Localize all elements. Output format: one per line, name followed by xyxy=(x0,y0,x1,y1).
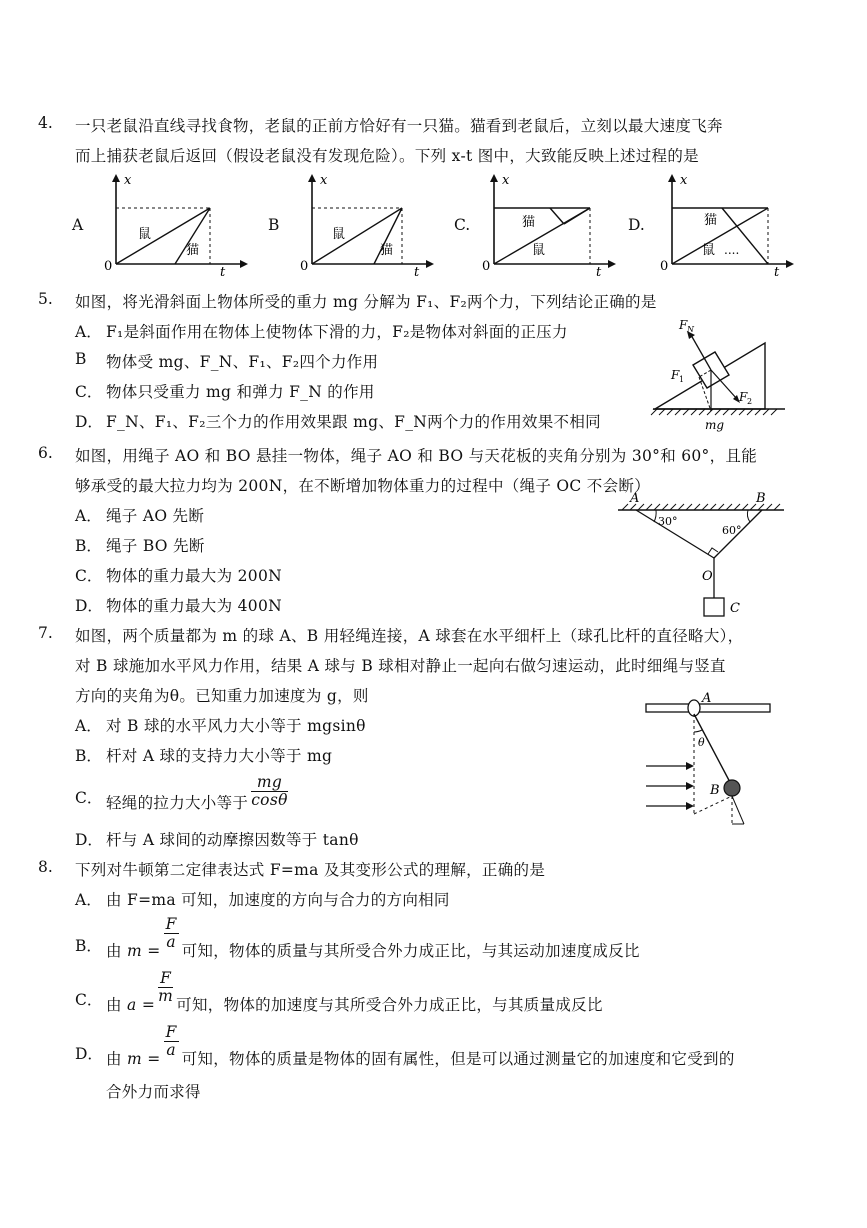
q5-option-c-letter: C． xyxy=(75,383,103,401)
q8-option-d-fraction xyxy=(164,1024,179,1059)
q4b-axis-x: x xyxy=(320,173,328,188)
q8-option-b-pre: 由 xyxy=(106,941,122,960)
q7-stem-line2: 对 B 球施加水平风力作用，结果 A 球与 B 球相对静止一起向右做匀速运动，此时细绳与竖直 xyxy=(75,657,726,675)
q5-option-c-text: 物体只受重力 mg 和弹力 F_N 的作用 xyxy=(106,383,375,401)
q8-option-c-fraction xyxy=(158,970,173,1005)
q7-fig-theta: θ xyxy=(698,736,705,749)
q5-fig-fn: F xyxy=(679,318,688,332)
q8-option-c-letter: C． xyxy=(75,991,103,1009)
q8-stem: 下列对牛顿第二定律表达式 F=ma 及其变形公式的理解，正确的是 xyxy=(75,861,546,879)
q4-graph-b xyxy=(296,172,446,278)
q6-stem-line2: 够承受的最大拉力均为 200N，在不断增加物体重力的过程中（绳子 OC 不会断） xyxy=(75,477,650,495)
q7-option-b-letter: B． xyxy=(75,747,102,765)
q4d-axis-x: x xyxy=(680,173,688,188)
q7-ball-figure xyxy=(640,688,780,828)
q4d-mouse-label: 鼠 xyxy=(702,243,716,258)
q8-option-c-line xyxy=(106,969,603,1014)
q4a-cat-label: 猫 xyxy=(186,243,200,258)
q6-fig-a: A xyxy=(630,491,640,506)
q5-fig-f1: F xyxy=(671,368,680,382)
q7-option-b-text: 杆对 A 球的支持力大小等于 mg xyxy=(106,747,333,765)
q4-graph-c xyxy=(478,172,628,278)
q8-option-a-text: 由 F=ma 可知，加速度的方向与合力的方向相同 xyxy=(106,891,450,909)
q4c-mouse-label: 鼠 xyxy=(532,243,546,258)
q8-option-d-letter: D． xyxy=(75,1045,103,1063)
q7-option-a-letter: A． xyxy=(75,717,102,735)
q4-stem-line2: 而上捕获老鼠后返回（假设老鼠没有发现危险）。下列 x-t 图中，大致能反映上述过程的是 xyxy=(75,147,699,165)
q7-stem-line3: 方向的夹角为θ。已知重力加速度为 g，则 xyxy=(75,687,369,705)
q8-option-b-fnum: F xyxy=(165,915,177,933)
q7-frac-den: cosθ xyxy=(251,791,288,809)
q5-fig-f2-sub: 2 xyxy=(747,397,753,406)
q4d-axis-t: t xyxy=(774,265,780,278)
q4c-origin: 0 xyxy=(482,259,491,274)
q8-option-b-line xyxy=(106,915,640,960)
q5-option-d-letter: D． xyxy=(75,413,103,431)
q8-option-d-fden: a xyxy=(166,1041,176,1059)
q4-stem-line1: 一只老鼠沿直线寻找食物，老鼠的正前方恰好有一只猫。猫看到老鼠后，立刻以最大速度飞奔 xyxy=(75,117,723,135)
q8-option-d-pre: 由 xyxy=(106,1049,122,1068)
q6-fig-o: O xyxy=(702,569,713,584)
q7-number: 7. xyxy=(38,624,53,642)
q6-option-b-letter: B． xyxy=(75,537,102,555)
q8-option-b-lhs: m = xyxy=(127,941,161,960)
q5-option-a-text: F₁是斜面作用在物体上使物体下滑的力，F₂是物体对斜面的正压力 xyxy=(106,323,568,341)
q4a-axis-x: x xyxy=(124,173,132,188)
q8-option-b-text: 可知，物体的质量与其所受合外力成正比，与其运动加速度成反比 xyxy=(181,941,640,960)
q7-fig-a: A xyxy=(702,691,712,706)
q5-fig-f2: F xyxy=(739,390,748,404)
q6-option-c-text: 物体的重力最大为 200N xyxy=(106,567,282,585)
q4d-cat-label: 猫 xyxy=(704,213,718,228)
q6-number: 6. xyxy=(38,444,53,462)
q5-number: 5. xyxy=(38,290,53,308)
q7-frac-num: mg xyxy=(251,774,288,792)
q4d-origin: 0 xyxy=(660,259,669,274)
q7-option-a-text: 对 B 球的水平风力大小等于 mgsinθ xyxy=(106,717,366,735)
q7-option-c-letter: C． xyxy=(75,789,103,807)
q8-option-a-letter: A． xyxy=(75,891,102,909)
q5-option-b-text: 物体受 mg、F_N、F₁、F₂四个力作用 xyxy=(106,353,379,371)
q4-graph-d xyxy=(656,172,806,278)
q6-option-b-text: 绳子 BO 先断 xyxy=(106,537,205,555)
q5-stem: 如图，将光滑斜面上物体所受的重力 mg 分解为 F₁、F₂两个力，下列结论正确的是 xyxy=(75,293,657,311)
q8-option-b-fraction xyxy=(164,916,179,951)
q4b-cat-label: 猫 xyxy=(380,243,394,258)
q4c-cat-label: 猫 xyxy=(522,215,536,230)
q8-option-b-letter: B． xyxy=(75,937,102,955)
q4a-mouse-label: 鼠 xyxy=(138,227,152,242)
q4b-origin: 0 xyxy=(300,259,309,274)
q8-option-d-text: 可知，物体的质量是物体的固有属性，但是可以通过测量它的加速度和它受到的 xyxy=(181,1049,735,1068)
q8-number: 8. xyxy=(38,858,53,876)
q8-option-c-pre: 由 xyxy=(106,995,122,1014)
q5-incline-figure xyxy=(645,315,795,440)
q7-option-c-fraction xyxy=(251,774,288,809)
q6-fig-angle2: 60° xyxy=(722,524,742,537)
q4a-axis-t: t xyxy=(220,265,226,278)
q7-option-d-letter: D． xyxy=(75,831,103,849)
q6-stem-line1: 如图，用绳子 AO 和 BO 悬挂一物体，绳子 AO 和 BO 与天花板的夹角分别为 30°和 60°，且能 xyxy=(75,447,757,465)
q6-fig-angle1: 30° xyxy=(658,515,678,528)
q8-option-c-fnum: F xyxy=(160,969,172,987)
q6-option-d-letter: D． xyxy=(75,597,103,615)
q4c-axis-t: t xyxy=(596,265,602,278)
q6-fig-c: C xyxy=(730,601,740,616)
q5-fig-mg: mg xyxy=(705,418,725,432)
q8-option-d-line xyxy=(106,1023,735,1068)
q4b-axis-t: t xyxy=(414,265,420,278)
q4d-dots: .... xyxy=(724,243,740,257)
q5-fig-f1-sub: 1 xyxy=(679,375,685,384)
q6-option-a-text: 绳子 AO 先断 xyxy=(106,507,205,525)
q8-option-c-fden: m xyxy=(158,987,174,1005)
q6-option-d-text: 物体的重力最大为 400N xyxy=(106,597,282,615)
q4-graph-a xyxy=(100,172,250,278)
q4-number: 4. xyxy=(38,114,53,132)
q7-option-c-line xyxy=(106,773,291,812)
q4c-axis-x: x xyxy=(502,173,510,188)
q8-option-c-lhs: a = xyxy=(127,995,156,1014)
q4-option-d-letter: D. xyxy=(628,216,645,234)
q5-option-a-letter: A． xyxy=(75,323,102,341)
q5-option-b-letter: B xyxy=(75,350,87,368)
q7-fig-b: B xyxy=(710,783,720,798)
q5-fig-fn-sub: N xyxy=(687,325,694,334)
q8-option-b-fden: a xyxy=(166,933,176,951)
q6-option-c-letter: C． xyxy=(75,567,103,585)
q8-option-d-fnum: F xyxy=(165,1023,177,1041)
q6-rope-figure xyxy=(612,486,792,626)
q4b-mouse-label: 鼠 xyxy=(332,227,346,242)
q7-option-d-text: 杆与 A 球间的动摩擦因数等于 tanθ xyxy=(106,831,359,849)
q8-option-d-text2: 合外力而求得 xyxy=(106,1083,201,1101)
q4-option-b-letter: B xyxy=(268,216,280,234)
q6-fig-b: B xyxy=(756,491,766,506)
q4-option-c-letter: C. xyxy=(454,216,471,234)
q4-option-a-letter: A xyxy=(72,216,84,234)
q6-option-a-letter: A． xyxy=(75,507,102,525)
q7-stem-line1: 如图，两个质量都为 m 的球 A、B 用轻绳连接，A 球套在水平细杆上（球孔比杆的直径略大）， xyxy=(75,627,744,645)
q7-option-c-text: 轻绳的拉力大小等于 xyxy=(106,793,249,812)
q4a-origin: 0 xyxy=(104,259,113,274)
q8-option-c-text: 可知，物体的加速度与其所受合外力成正比，与其质量成反比 xyxy=(176,995,603,1014)
q8-option-d-lhs: m = xyxy=(127,1049,161,1068)
q5-option-d-text: F_N、F₁、F₂三个力的作用效果跟 mg、F_N两个力的作用效果不相同 xyxy=(106,413,601,431)
